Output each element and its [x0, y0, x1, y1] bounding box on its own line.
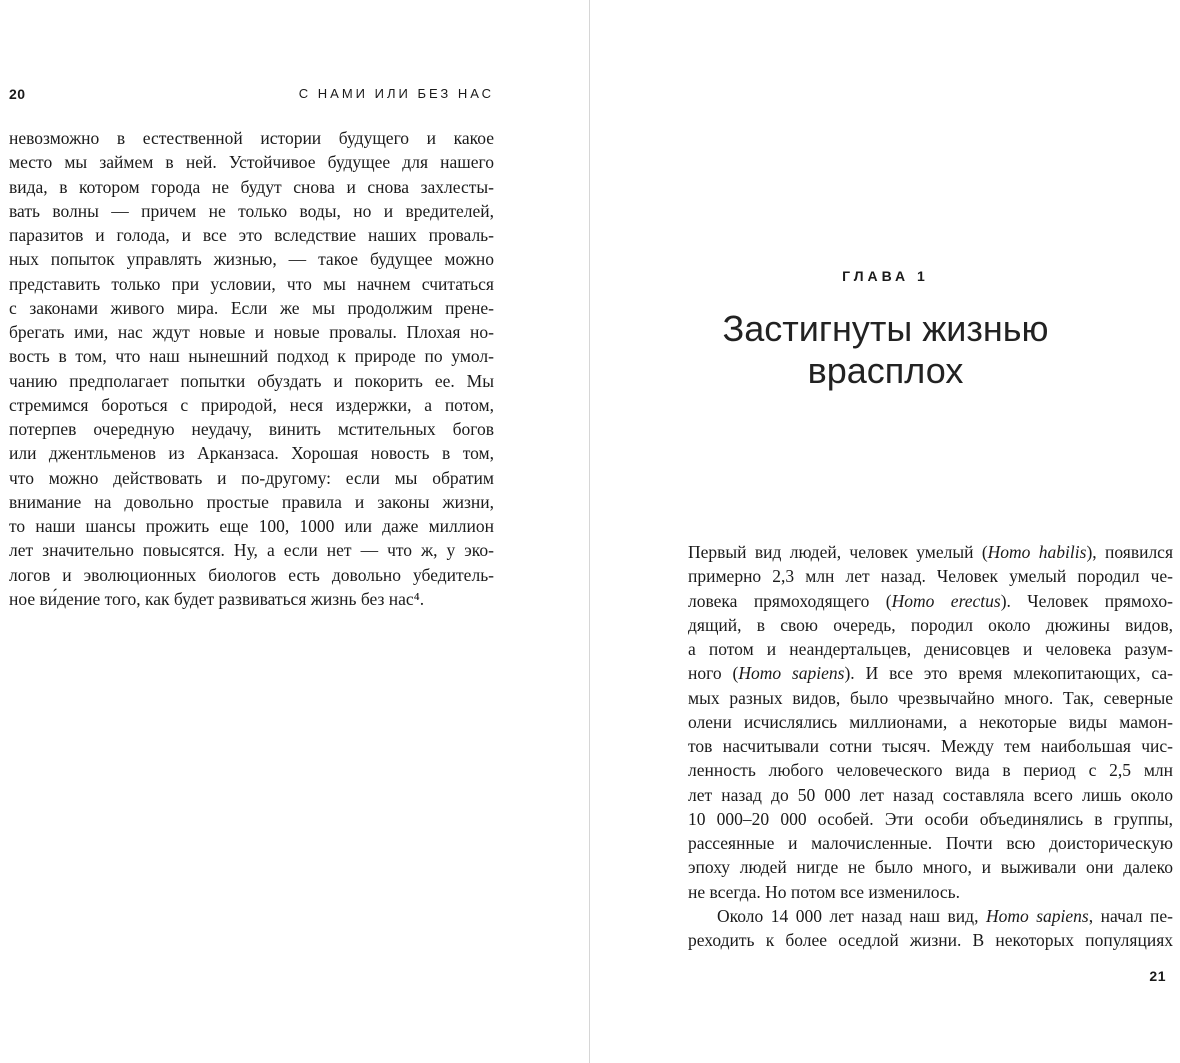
text-line: место мы займем в ней. Устойчивое будущее для нашего [9, 152, 494, 173]
text-line: представить только при условии, что мы начнем считаться [9, 273, 494, 294]
page-number-left: 20 [9, 86, 26, 102]
page-number-right: 21 [1149, 968, 1166, 984]
book-gutter [589, 0, 590, 1063]
text-line: или джентльменов из Арканзаса. Хорошая новость в том, [9, 443, 494, 464]
text-line: лет назад до 50 000 лет назад составляла всего лишь около [688, 784, 1173, 805]
text-line: невозможно в естественной истории будущего и какое [9, 128, 494, 148]
text-line: тов насчитывали сотни тысяч. Между тем наибольшая чис- [688, 736, 1173, 756]
text-line: потерпев очередную неудачу, винить мстительных богов [9, 419, 494, 439]
body-text-right [688, 540, 1173, 952]
text-line: внимание на довольно простые правила и законы жизни, [9, 491, 494, 512]
running-head: С НАМИ ИЛИ БЕЗ НАС [298, 86, 494, 101]
text-line: что можно действовать и по-другому: если мы обратим [9, 467, 494, 488]
chapter-title [591, 308, 1180, 392]
chapter-title-line: Застигнуты жизнью [722, 308, 1049, 349]
right-page [591, 0, 1180, 1063]
text-line: ловека прямоходящего (Homo erectus). Человек прямохо- [688, 590, 1173, 611]
text-line: ных попыток управлять жизнью, — такое будущее можно [9, 249, 494, 270]
chapter-title-line: врасплох [807, 350, 964, 391]
text-line: то наши шансы прожить еще 100, 1000 или даже миллион [9, 516, 494, 536]
text-line: чанию предполагает попытки обуздать и покорить ее. Мы [9, 370, 494, 391]
text-line-paragraph-start: Около 14 000 лет назад наш вид, Homo sapiens, начал пе- [717, 905, 1173, 926]
text-line: логов и эволюционных биологов есть довольно убедитель- [9, 564, 494, 585]
text-line: вида, в котором города не будут снова и снова захлесты- [9, 176, 494, 197]
text-line: вать волны — причем не только воды, но и вредителей, [9, 200, 494, 221]
text-line: ного (Homo sapiens). И все это время млекопитающих, са- [688, 663, 1174, 684]
text-line: реходить к более оседлой жизни. В некоторых популяциях [688, 930, 1173, 950]
text-line: стремимся бороться с природой, неся издержки, а потом, [9, 394, 494, 415]
chapter-label: ГЛАВА 1 [842, 268, 929, 284]
text-line: брегать ими, нас ждут новые и новые провалы. Плохая но- [9, 322, 494, 342]
text-line: мых разных видов, было чрезвычайно много. Так, северные [688, 687, 1173, 708]
text-line: вость в том, что наш нынешний подход к природе по умол- [9, 346, 494, 367]
text-line: примерно 2,3 млн лет назад. Человек умелый породил че- [688, 566, 1173, 587]
text-line: олени исчислялись миллионами, а некоторые виды мамон- [688, 711, 1173, 732]
body-text-left [9, 126, 494, 611]
text-line: дящий, в свою очередь, породил около дюжины видов, [688, 614, 1173, 635]
text-line: рассеянные и малочисленные. Почти всю доисторическую [688, 833, 1173, 853]
text-line-last: ное ви́дение того, как будет развиваться жизнь без нас⁴. [9, 588, 425, 609]
text-line-paragraph-end: не всегда. Но потом все изменилось. [688, 881, 961, 902]
text-line: эпоху людей нигде не было много, и выживали они далеко [688, 857, 1173, 878]
text-line: лет значительно повысятся. Ну, а если нет — что ж, у эко- [9, 540, 494, 561]
text-line: а потом и неандертальцев, денисовцев и человека разум- [688, 639, 1173, 659]
text-line: ленность любого человеческого вида в период с 2,5 млн [688, 760, 1173, 781]
text-line: паразитов и голода, и все это вследствие наших проваль- [9, 225, 494, 245]
text-line: с законами живого мира. Если же мы продолжим пренe- [9, 297, 494, 318]
text-line: Первый вид людей, человек умелый (Homo habilis), появился [688, 542, 1173, 562]
text-line: 10 000–20 000 особей. Эти особи объединялись в группы, [688, 808, 1173, 829]
